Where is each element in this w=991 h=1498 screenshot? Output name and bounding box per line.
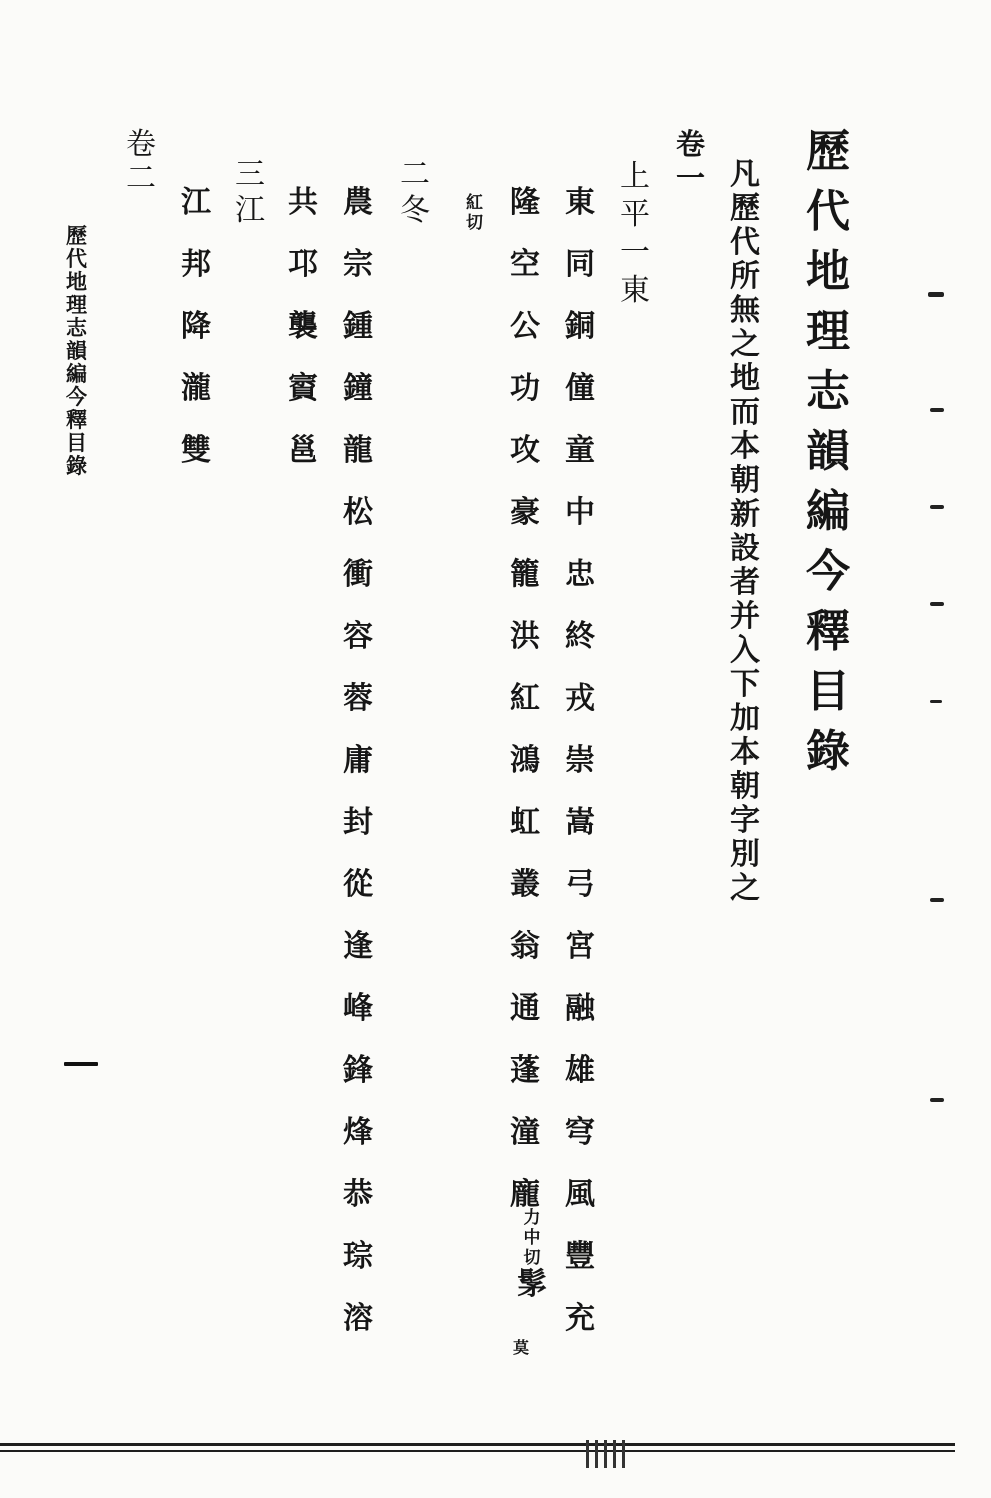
heading-char: 二 [400,157,430,192]
rhyme-char: 童 [565,433,595,468]
section-heading-1 [620,159,650,314]
note-char: 本 [730,735,760,770]
footer-char: 志 [66,315,87,340]
heading-char: 平 [620,197,650,232]
rhyme-char: 烽 [343,1115,373,1150]
page-title [806,126,850,790]
title-char: 今 [806,546,850,597]
rhyme-char: 邕 [288,433,318,468]
heading-char: 二 [126,161,156,196]
rhyme-char: 中 [565,495,595,530]
editorial-note [730,157,760,908]
rhyme-char: 賨 [288,371,318,406]
heading-char: 卷 [126,127,156,162]
note-char: 之 [730,327,760,362]
rhyme-char: 蓬 [510,1053,540,1088]
footer-char: 代 [66,246,87,271]
rhyme-char: 共 [288,185,318,220]
heading-char: 東 [620,273,650,308]
rhyme-char: 鴻 [510,743,540,778]
rhyme-char: 銅 [565,309,595,344]
rhyme-char: 終 [565,619,595,654]
rhyme-char: 穹 [565,1115,595,1150]
heading-char: 三 [235,157,265,192]
footer-char: 韻 [66,338,87,363]
title-char: 代 [806,186,850,237]
rhyme-char: 宮 [565,929,595,964]
rhyme-char: 隆 [510,185,540,220]
rhyme-char: 功 [510,371,540,406]
note-char: 字 [730,803,760,838]
rhyme-char: 恭 [343,1177,373,1212]
note-char: 者 [730,565,760,600]
rhyme-char: 翁 [510,929,540,964]
rhyme-char: 豐 [565,1239,595,1274]
rhyme-char: 宗 [343,247,373,282]
note-char: 朝 [730,463,760,498]
footer-char: 今 [66,384,87,409]
note-char: 新 [730,497,760,532]
annotation-li-zhong-qie [517,1210,547,1306]
title-char: 編 [806,486,850,537]
rhyme-char: 僮 [565,371,595,406]
rhyme-column-2 [510,185,540,1242]
rhyme-char: 鐘 [343,371,373,406]
rhyme-char: 同 [565,247,595,282]
annotation-mo [513,1340,529,1356]
rhyme-char: 庸 [343,743,373,778]
footer-char: 編 [66,361,87,386]
rhyme-char: 雄 [565,1053,595,1088]
note-char: 代 [730,225,760,260]
rhyme-char: 雙 [181,433,211,468]
title-char: 釋 [806,606,850,657]
heading-char: 江 [235,193,265,228]
footer-char: 錄 [66,453,87,478]
section-heading-2 [400,157,430,232]
rhyme-char: 農 [343,185,373,220]
title-char: 目 [806,666,850,717]
footer-char: 目 [66,430,87,455]
rhyme-char: 襲 [288,309,318,344]
rhyme-char: 弓 [565,867,595,902]
note-char: 入 [730,633,760,668]
rhyme-char: 邛 [288,247,318,282]
rhyme-column-4 [288,185,318,498]
rhyme-char: 降 [181,309,211,344]
binding-mark [930,700,942,703]
rhyme-char: 嵩 [565,805,595,840]
note-char: 本 [730,429,760,464]
note-char: 下 [730,667,760,702]
note-char: 無 [730,293,760,328]
footer-char: 歷 [66,223,87,248]
rhyme-char: 崇 [565,743,595,778]
rhyme-char: 戎 [565,681,595,716]
rhyme-char: 鋒 [343,1053,373,1088]
footer-char: 理 [66,292,87,317]
rhyme-char: 瀧 [181,371,211,406]
note-char: 地 [730,361,760,396]
note-char: 而 [730,395,760,430]
rhyme-char: 豪 [510,495,540,530]
binding-mark [930,898,944,902]
rhyme-column-1 [565,185,595,1366]
binding-mark [930,1098,944,1102]
annotation-char: 切 [523,1248,541,1268]
rhyme-char: 籠 [510,557,540,592]
annotation-hong-qie [466,195,483,235]
rhyme-char: 叢 [510,867,540,902]
heading-char: 上 [620,159,650,194]
section-heading-3 [235,157,265,232]
rhyme-char: 龐 [510,1177,540,1212]
note-char: 歷 [730,191,760,226]
footer-char: 地 [66,269,87,294]
note-char: 并 [730,599,760,634]
rhyme-char: 琮 [343,1239,373,1274]
annotation-mo-text: 莫 [513,1338,530,1357]
rhyme-char: 空 [510,247,540,282]
rhyme-char: 逢 [343,929,373,964]
rhyme-char: 衝 [343,557,373,592]
rhyme-char: 峰 [343,991,373,1026]
binding-mark [928,292,944,297]
rhyme-char: 蓉 [343,681,373,716]
heading-char: 一 [676,161,706,195]
title-char: 地 [806,246,850,297]
binding-tick [586,1440,630,1468]
note-char: 設 [730,531,760,566]
binding-mark [930,408,944,412]
volume-1-heading [676,127,706,198]
footer-char: 釋 [66,407,87,432]
title-char: 韻 [806,426,850,477]
note-char: 之 [730,871,760,906]
binding-mark [930,505,944,509]
title-char: 理 [806,306,850,357]
rhyme-char: 忠 [565,557,595,592]
title-char: 錄 [806,726,850,777]
rhyme-char: 江 [181,185,211,220]
rhyme-char: 紅 [510,681,540,716]
rhyme-char: 封 [343,805,373,840]
annotation-char: 力 [523,1208,541,1228]
note-char: 所 [730,259,760,294]
heading-char: 一 [620,235,650,270]
rhyme-char: 虹 [510,805,540,840]
rhyme-char: 鍾 [343,309,373,344]
binding-mark [930,602,944,606]
note-char: 別 [730,837,760,872]
volume-2-heading [126,127,156,198]
rhyme-char: 從 [343,867,373,902]
running-footer [66,225,87,478]
heading-char: 卷 [676,127,706,161]
note-char: 凡 [730,157,760,192]
note-char: 朝 [730,769,760,804]
title-char: 歷 [806,126,850,177]
annotation-char: 切 [466,213,483,233]
rhyme-char: 融 [565,991,595,1026]
bottom-rule [0,1443,955,1446]
annotation-char: 紅 [466,193,483,213]
rhyme-char: 風 [565,1177,595,1212]
rhyme-char: 公 [510,309,540,344]
rhyme-char: 龍 [343,433,373,468]
note-char: 加 [730,701,760,736]
annotation-char: 中 [523,1228,541,1248]
rhyme-char: 潼 [510,1115,540,1150]
title-char: 志 [806,366,850,417]
rhyme-char: 溶 [343,1301,373,1336]
rhyme-char: 松 [343,495,373,530]
rhyme-column-5 [181,185,211,498]
rhyme-char: 容 [343,619,373,654]
rhyme-char: 攻 [510,433,540,468]
page-number [64,1062,98,1066]
bottom-rule [0,1450,955,1452]
heading-char: 冬 [400,193,430,228]
rhyme-char: 邦 [181,247,211,282]
rhyme-char: 洪 [510,619,540,654]
rhyme-column-3 [343,185,373,1366]
rhyme-char: 髳 [517,1267,547,1302]
rhyme-char: 通 [510,991,540,1026]
rhyme-char: 東 [565,185,595,220]
rhyme-char: 充 [565,1301,595,1336]
